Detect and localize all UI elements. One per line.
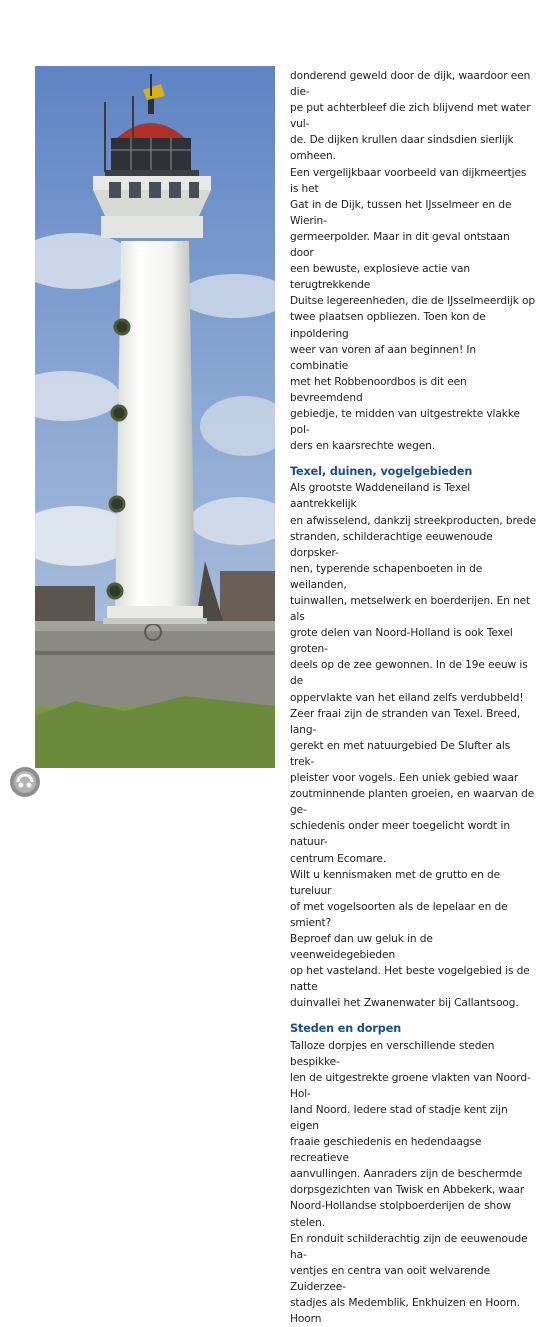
paragraph-4: Zeer fraai zijn de stranden van Texel. Breed, lang- gerekt en met natuurgebied De Slufter als trek- pleister voor vogels. Een uniek gebied waar zoutminnende planten groeien, en waarvan de ge- schiedenis onder meer toegelicht wordt in natuur- centrum Ecomare. — [290, 707, 535, 865]
paragraph-5: Wilt u kennismaken met de grutto en de tureluur of met vogelsoorten als de lepelaar en de smient? Beproef dan uw geluk in de veenweidegebieden op het vasteland. Het beste vogelgebied is de natte duinvallei het Zwanenwater bij Callantsoog. — [290, 868, 530, 1010]
section-heading-steden: Steden en dorpen — [290, 1022, 402, 1036]
lighthouse-photo — [35, 66, 275, 768]
watermark-logo-icon — [8, 765, 42, 799]
paragraph-2: Een vergelijkbaar voorbeeld van dijkmeertjes is het Gat in de Dijk, tussen het IJsselmeer en de Wierin- germeerpolder. Maar in dit geval ontstaan door een bewuste, explosieve actie van terugtrekkende Duitse legereenheden, die de IJsselmeerdijk op twee plaatsen opbliezen. Toen kon de inpoldering weer van voren af aan beginnen! In combinatie met het Robbenoordbos is dit een bevreemdend gebiedje, te midden van uitgestrekte vlakke pol- ders en kaarsrechte wegen. — [290, 166, 536, 453]
text-column — [290, 68, 536, 1327]
section-heading-texel: Texel, duinen, vogelgebieden — [290, 465, 473, 479]
paragraph-1: donderend geweld door de dijk, waardoor een die- pe put achterbleef die zich blijvend met water vul- de. De dijken krullen daar sindsdien sierlijk omheen. — [290, 70, 531, 163]
paragraph-6: Talloze dorpjes en verschillende steden bespikke- len de uitgestrekte groene vlakten van Noord-Hol- land Noord. Iedere stad of stadje kent zijn eigen fraaie geschiedenis en hedendaagse recreatieve aanvullingen. Aanraders zijn de beschermde dorpsgezichten van Twisk en Abbekerk, waar Noord-Hollandse stolpboerderijen de show stelen. En ronduit schilderachtig zijn de eeuwenoude ha- ventjes en centra van ooit welvarende Zuiderzee- stadjes als Medemblik, Enkhuizen en Hoorn. Hoorn — [290, 1039, 531, 1326]
paragraph-3: Als grootste Waddeneiland is Texel aantrekkelijk en afwisselend, dankzij streekproducten, brede stranden, schilderachtige eeuwenoude dorpsker- nen, typerende schapenboeten in de weilanden, tuinwallen, metselwerk en boerderijen. En net als grote delen van Noord-Holland is ook Texel groten- deels op de zee gewonnen. In de 19e eeuw is de oppervlakte van het eiland zelfs verdubbeld! — [290, 482, 536, 704]
